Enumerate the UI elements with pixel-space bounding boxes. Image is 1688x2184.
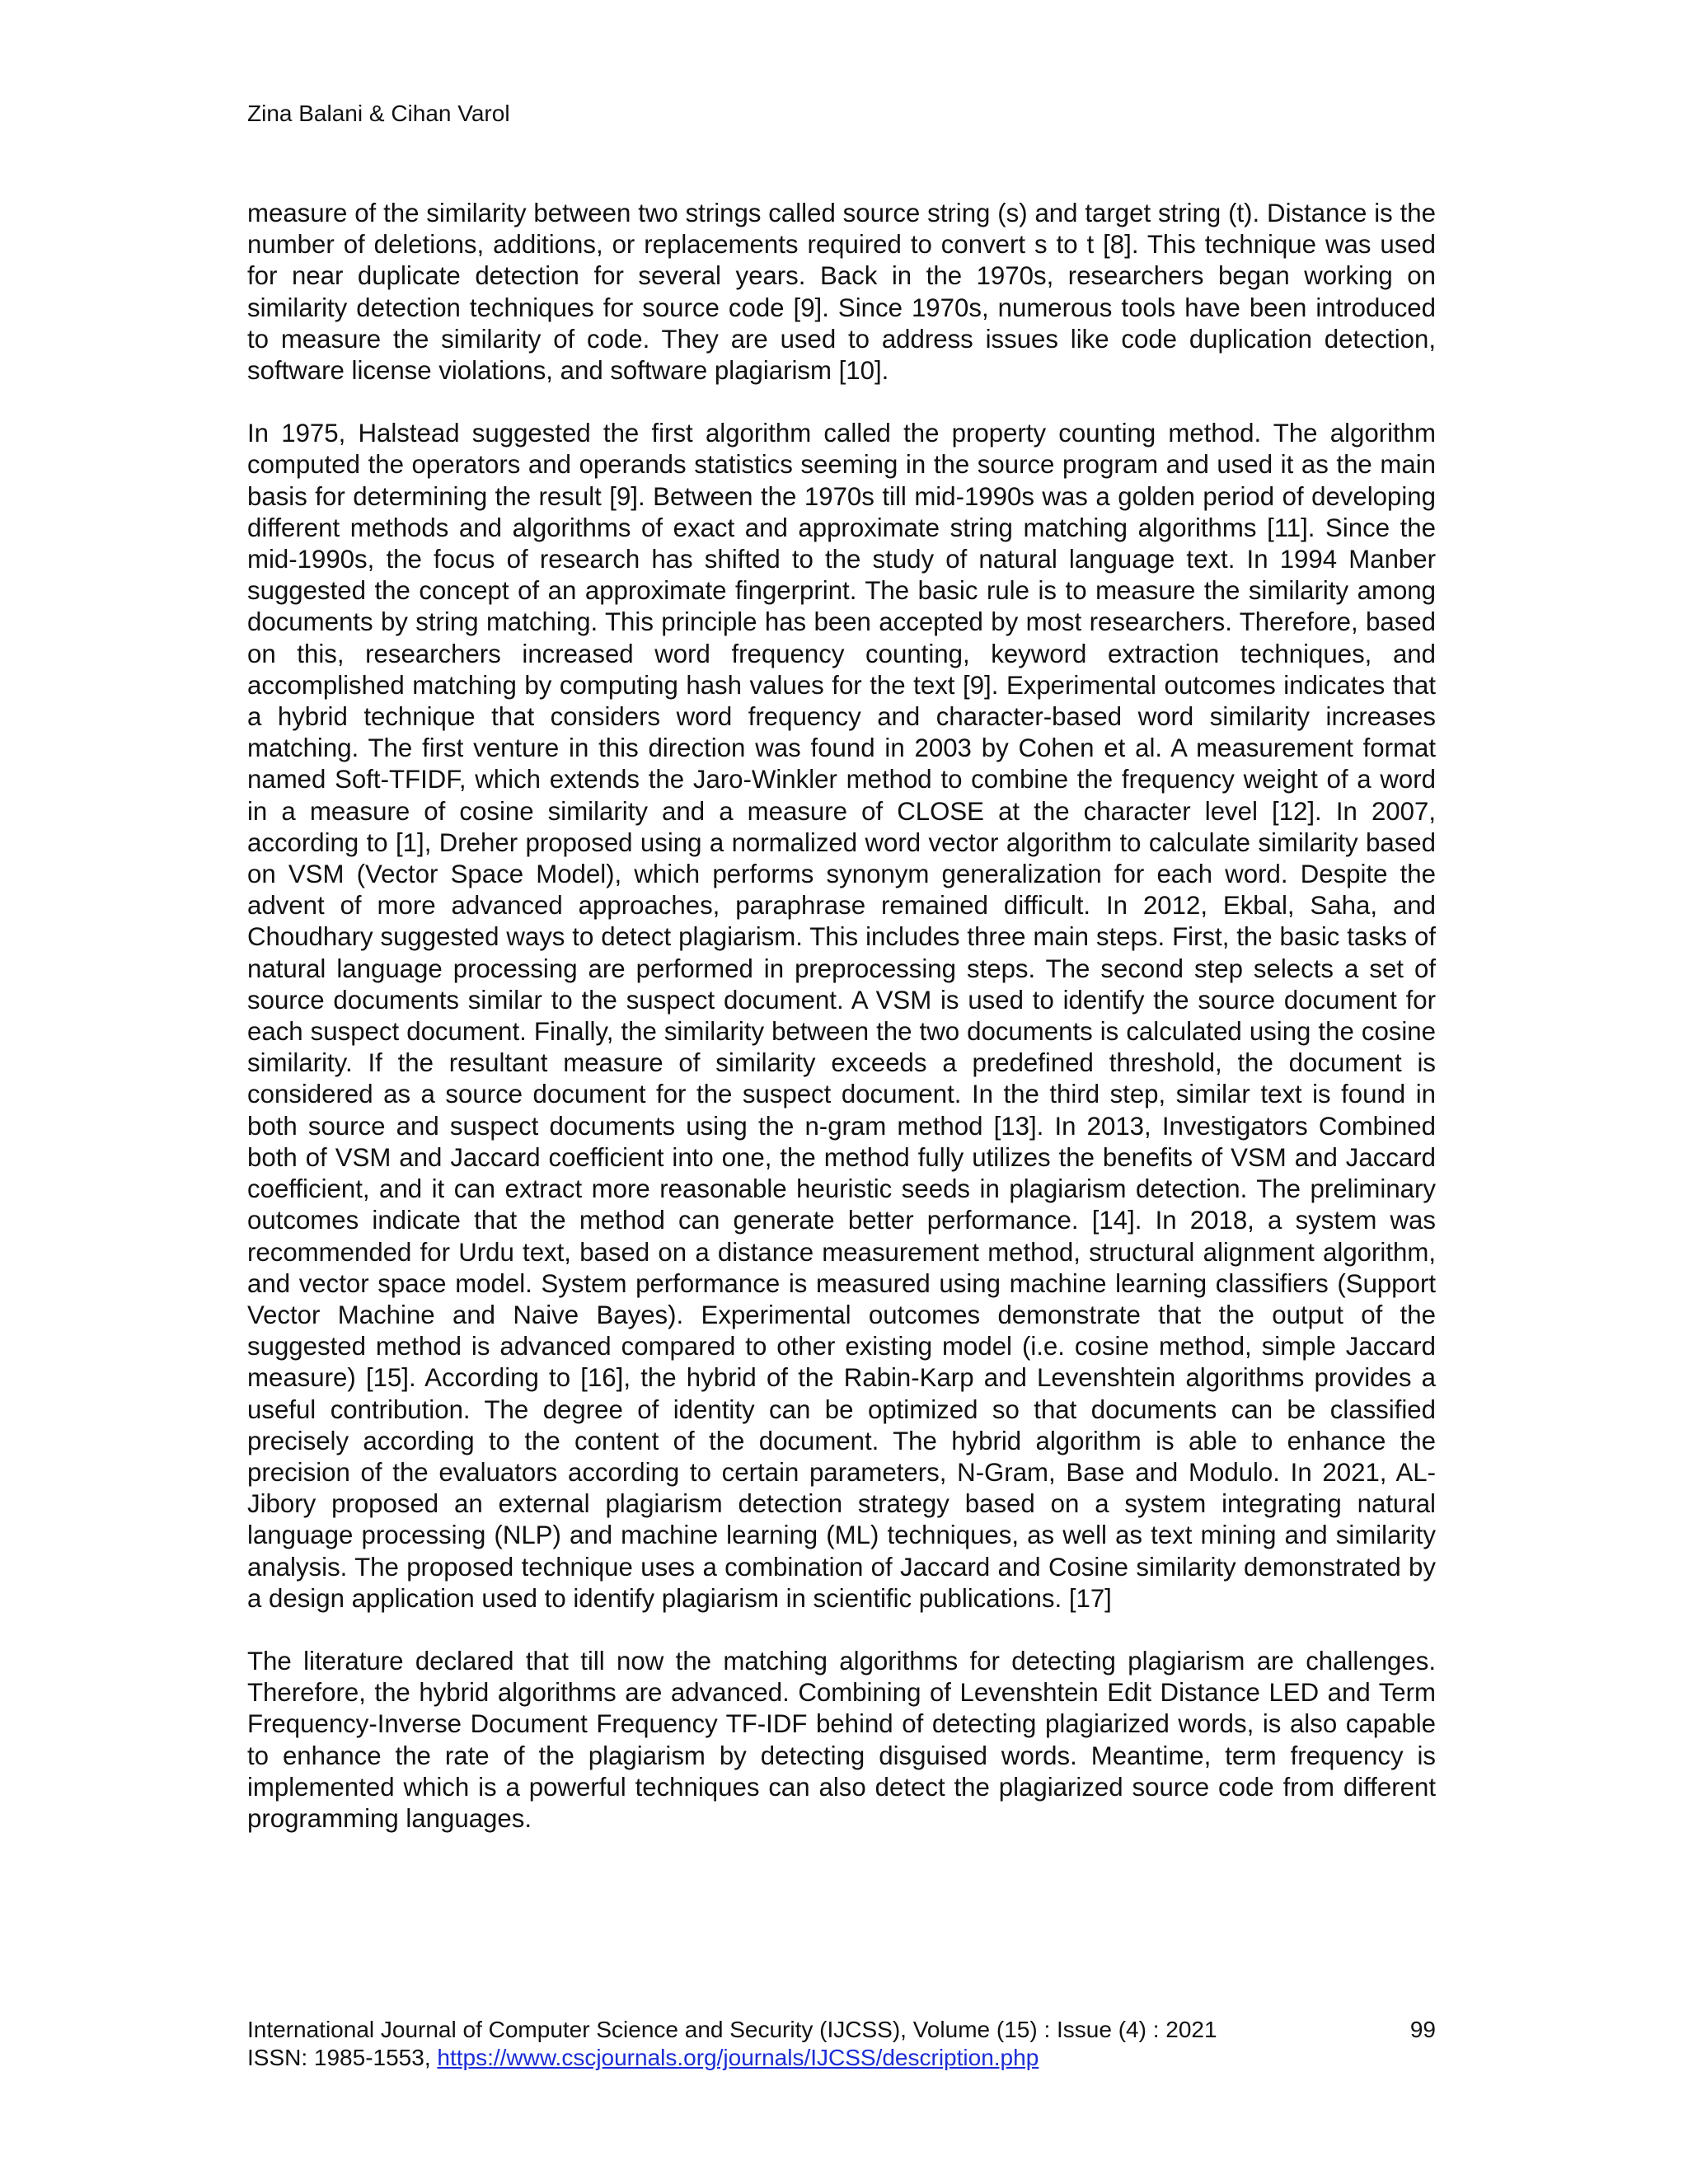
paragraph-3: The literature declared that till now the matching algorithms for detecting plagiarism are challenges. Therefore, the hybrid algorithms are advanced. Combining of Levenshtein Edit Distance LED and Term Frequency-Inverse Document Frequency TF-IDF behind of detecting plagiarized words, is also capable to enhance the rate of the plagiarism by detecting disguised words. Meantime, term frequency is implemented which is a powerful techniques can also detect the plagiarized source code from different programming languages. [247,1646,1436,1833]
footer-journal-citation: International Journal of Computer Science and Security (IJCSS), Volume (15) : Issue (4) : 2021 [247,2017,1217,2042]
page-number: 99 [1409,2017,1436,2042]
journal-url-link[interactable]: https://www.cscjournals.org/journals/IJCSS/description.php [437,2045,1039,2070]
page-footer [247,2016,1436,2072]
footer-issn: ISSN: 1985-1553, [247,2045,438,2070]
paragraph-1: measure of the similarity between two strings called source string (s) and target string (t). Distance is the number of deletions, additions, or replacements required to convert s to t [8]. This technique was used for near duplicate detection for several years. Back in the 1970s, researchers began working on similarity detection techniques for source code [9]. Since 1970s, numerous tools have been introduced to measure the similarity of code. They are used to address issues like code duplication detection, software license violations, and software plagiarism [10]. [247,199,1436,386]
body-text [247,198,1436,1866]
paragraph-2: In 1975, Halstead suggested the first algorithm called the property counting method. The algorithm computed the operators and operands statistics seeming in the source program and used it as the main basis for determining the result [9]. Between the 1970s till mid-1990s was a golden period of developing different methods and algorithms of exact and approximate string matching algorithms [11]. Since the mid-1990s, the focus of research has shifted to the study of natural language text. In 1994 Manber suggested the concept of an approximate fingerprint. The basic rule is to measure the similarity among documents by string matching. This principle has been accepted by most researchers. Therefore, based on this, researchers increased word frequency counting, keyword extraction techniques, and accomplished matching by computing hash values for the text [9]. Experimental outcomes indicates that a hybrid technique that considers word frequency and character-based word similarity increases matching. The first venture in this direction was found in 2003 by Cohen et al. A measurement format named Soft-TFIDF, which extends the Jaro-Winkler method to combine the frequency weight of a word in a measure of cosine similarity and a measure of CLOSE at the character level [12]. In 2007, according to [1], Dreher proposed using a normalized word vector algorithm to calculate similarity based on VSM (Vector Space Model), which performs synonym generalization for each word. Despite the advent of more advanced approaches, paraphrase remained difficult. In 2012, Ekbal, Saha, and Choudhary suggested ways to detect plagiarism. This includes three main steps. First, the basic tasks of natural language processing are performed in preprocessing steps. The second step selects a set of source documents similar to the suspect document. A VSM is used to identify the source document for each suspect document. Finally, the similarity between the two documents is calculated using the cosine similarity. If the resultant measure of similarity exceeds a predefined threshold, the document is considered as a source document for the suspect document. In the third step, similar text is found in both source and suspect documents using the n-gram method [13]. In 2013, Investigators Combined both of VSM and Jaccard coefficient into one, the method fully utilizes the benefits of VSM and Jaccard coefficient, and it can extract more reasonable heuristic seeds in plagiarism detection. The preliminary outcomes indicate that the method can generate better performance. [14]. In 2018, a system was recommended for Urdu text, based on a distance measurement method, structural alignment algorithm, and vector space model. System performance is measured using machine learning classifiers (Support Vector Machine and Naive Bayes). Experimental outcomes demonstrate that the output of the suggested method is advanced compared to other existing model (i.e. cosine method, simple Jaccard measure) [15]. According to [16], the hybrid of the Rabin-Karp and Levenshtein algorithms provides a useful contribution. The degree of identity can be optimized so that documents can be classified precisely according to the content of the document. The hybrid algorithm is able to enhance the precision of the evaluators according to certain parameters, N-Gram, Base and Modulo. In 2021, AL-Jibory proposed an external plagiarism detection strategy based on a system integrating natural language processing (NLP) and machine learning (ML) techniques, as well as text mining and similarity analysis. The proposed technique uses a combination of Jaccard and Cosine similarity demonstrated by a design application used to identify plagiarism in scientific publications. [17] [247,419,1436,1613]
footer-journal-line [247,2016,1436,2044]
footer-issn-line [247,2044,1436,2072]
running-header-authors: Zina Balani & Cihan Varol [247,101,510,126]
